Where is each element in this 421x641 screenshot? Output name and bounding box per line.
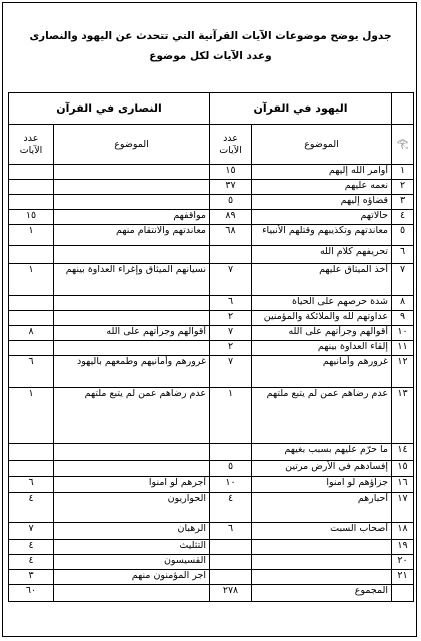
christians-count (9, 311, 54, 326)
christians-topic (54, 246, 210, 264)
jews-count: ٧ (210, 264, 252, 296)
christians-count: ١ (9, 225, 54, 246)
jews-count: ٦٨ (210, 225, 252, 246)
christians-count: ٧ (9, 523, 54, 540)
row-number: ٤ (392, 210, 414, 225)
jews-count: ٢٧٨ (210, 585, 252, 602)
christians-count: ٦ (9, 477, 54, 493)
row-number: ١١ (392, 341, 414, 356)
jews-count: ٦ (210, 523, 252, 540)
christians-topic (54, 195, 210, 210)
row-number: ٧ (392, 264, 414, 296)
jews-count: ٨٩ (210, 210, 252, 225)
christians-count (9, 341, 54, 356)
jews-topic: تحريفهم كلام الله (252, 246, 392, 264)
jews-topic: إفسادهم في الأرض مرتين (252, 461, 392, 477)
jews-count: ٣٧ (210, 180, 252, 195)
christians-topic (54, 180, 210, 195)
jews-topic (252, 540, 392, 555)
christians-count: ٦ (9, 356, 54, 388)
jews-topic: حالاتهم (252, 210, 392, 225)
row-number: ٢٠ (392, 555, 414, 570)
jews-count: ٦ (210, 296, 252, 311)
jews-topic: أقوالهم وجرأتهم على الله (252, 326, 392, 341)
jews-topic: أصحاب السبت (252, 523, 392, 540)
christians-count (9, 296, 54, 311)
christians-count: ١٥ (9, 210, 54, 225)
christians-topic: اجر المؤمنون منهم (54, 570, 210, 585)
christians-count (9, 461, 54, 477)
jews-count: ٢ (210, 311, 252, 326)
row-number: ١٨ (392, 523, 414, 540)
row-number: ١٧ (392, 493, 414, 523)
jews-count: ٤ (210, 493, 252, 523)
jews-count (210, 246, 252, 264)
table-row (9, 311, 414, 326)
jews-topic: غرورهم وأمانيهم (252, 356, 392, 388)
row-number: ٢١ (392, 570, 414, 585)
row-number: ٥ (392, 225, 414, 246)
christians-topic (54, 165, 210, 180)
jews-topic: أخذ الميثاق عليهم (252, 264, 392, 296)
jews-topic (252, 570, 392, 585)
jews-count (210, 555, 252, 570)
jews-count: ٧ (210, 356, 252, 388)
number-header-icon: 𓂀 (392, 125, 414, 165)
row-number: ٨ (392, 296, 414, 311)
christians-topic: عدم رضاهم عمن لم يتبع ملتهم (54, 388, 210, 444)
row-number: ١٦ (392, 477, 414, 493)
christians-topic (54, 311, 210, 326)
christians-topic: غرورهم وأمانيهم وطمعهم باليهود (54, 356, 210, 388)
christians-topic (54, 585, 210, 602)
row-number: ١٢ (392, 356, 414, 388)
table-row (9, 444, 414, 461)
empty-corner-cell (392, 93, 414, 125)
table-row (9, 264, 414, 296)
jews-group-header: اليهود في القرآن (210, 93, 392, 125)
table-row (9, 540, 414, 555)
title-line-1: جدول يوضح موضوعات الآيات القرآنية التي تتحدث عن اليهود والنصارى (29, 30, 392, 42)
christians-topic: الحواريون (54, 493, 210, 523)
row-number: ١٠ (392, 326, 414, 341)
jews-topic (252, 555, 392, 570)
row-number (392, 585, 414, 602)
christians-topic (54, 341, 210, 356)
topics-table (8, 92, 414, 602)
row-number: ١٣ (392, 388, 414, 444)
jews-count: ١٥ (210, 165, 252, 180)
jews-count: ٧ (210, 326, 252, 341)
row-number: ٣ (392, 195, 414, 210)
jews-count: ١٠ (210, 477, 252, 493)
jews-topic: المجموع (252, 585, 392, 602)
christians-count (9, 246, 54, 264)
christians-count (9, 165, 54, 180)
table-row (9, 296, 414, 311)
jews-count: ١ (210, 388, 252, 444)
christians-count: ٤ (9, 540, 54, 555)
christians-count: ٦٠ (9, 585, 54, 602)
table-row (9, 356, 414, 388)
jews-topic: إلقاء العداوة بينهم (252, 341, 392, 356)
row-number: ١ (392, 165, 414, 180)
christians-count-header: عدد الآيات (9, 125, 54, 165)
table-row (9, 388, 414, 444)
table-row (9, 555, 414, 570)
christians-count (9, 444, 54, 461)
jews-count (210, 540, 252, 555)
table-row (9, 477, 414, 493)
christians-count: ٣ (9, 570, 54, 585)
table-row (9, 246, 414, 264)
christians-count: ٨ (9, 326, 54, 341)
christians-topic: القسيسون (54, 555, 210, 570)
jews-topic: أوامر الله إليهم (252, 165, 392, 180)
christians-count: ١ (9, 388, 54, 444)
jews-topic: قضاؤه إليهم (252, 195, 392, 210)
jews-count: ٥ (210, 461, 252, 477)
christians-topic: الرهبان (54, 523, 210, 540)
jews-count-header: عدد الآيات (210, 125, 252, 165)
jews-count (210, 444, 252, 461)
jews-topic: ما حرّم عليهم بسبب بغيهم (252, 444, 392, 461)
christians-count: ٤ (9, 555, 54, 570)
row-number: ٦ (392, 246, 414, 264)
row-number: ١٥ (392, 461, 414, 477)
jews-count: ٢ (210, 341, 252, 356)
row-number: ١٤ (392, 444, 414, 461)
row-number: ٩ (392, 311, 414, 326)
christians-count: ٤ (9, 493, 54, 523)
table-row (9, 195, 414, 210)
table-row (9, 341, 414, 356)
christians-group-header: النصارى في القرآن (9, 93, 210, 125)
table-row (9, 493, 414, 523)
title-line-2: وعدد الآيات لكل موضوع (149, 50, 272, 62)
table-row (9, 570, 414, 585)
christians-count (9, 180, 54, 195)
row-number: ١٩ (392, 540, 414, 555)
christians-topic: التثليث (54, 540, 210, 555)
christians-topic: معاندتهم والانتقام منهم (54, 225, 210, 246)
christians-topic: نسيانهم الميثاق وإغراء العداوة بينهم (54, 264, 210, 296)
row-number: ٢ (392, 180, 414, 195)
jews-topic: عدم رضاهم عمن لم يتبع ملتهم (252, 388, 392, 444)
jews-topic: شدة حرصهم على الحياة (252, 296, 392, 311)
jews-topic: معاندتهم وتكذيبهم وقتلهم الأنبياء (252, 225, 392, 246)
table-row (9, 461, 414, 477)
jews-topic-header: الموضوع (252, 125, 392, 165)
christians-count: ١ (9, 264, 54, 296)
jews-topic: أحبارهم (252, 493, 392, 523)
table-row (9, 585, 414, 602)
christians-topic (54, 444, 210, 461)
jews-topic: عداوتهم لله والملائكة والمؤمنين (252, 311, 392, 326)
jews-count: ٥ (210, 195, 252, 210)
christians-topic (54, 296, 210, 311)
christians-topic-header: الموضوع (54, 125, 210, 165)
christians-count (9, 195, 54, 210)
table-row (9, 326, 414, 341)
christians-topic (54, 461, 210, 477)
table-row (9, 165, 414, 180)
christians-topic: أقوالهم وجرأتهم على الله (54, 326, 210, 341)
table-row (9, 225, 414, 246)
table-row (9, 180, 414, 195)
table-row (9, 523, 414, 540)
jews-topic: جزاؤهم لو آمنوا (252, 477, 392, 493)
table-row (9, 210, 414, 225)
christians-topic: مواقفهم (54, 210, 210, 225)
jews-topic: نعمه عليهم (252, 180, 392, 195)
jews-count (210, 570, 252, 585)
christians-topic: أجرهم لو آمنوا (54, 477, 210, 493)
